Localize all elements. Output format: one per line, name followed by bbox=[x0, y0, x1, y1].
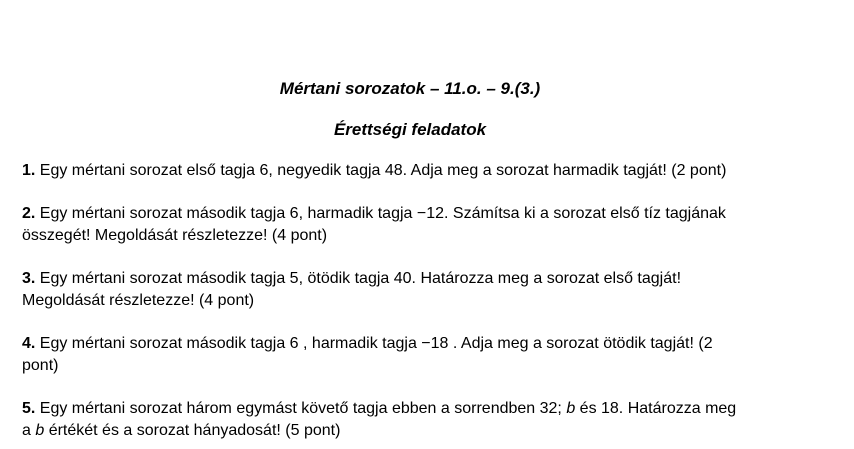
problem-line bbox=[22, 398, 822, 420]
problem-number: 3. bbox=[22, 270, 36, 287]
problem-text: a bbox=[22, 422, 36, 439]
problem-line bbox=[22, 160, 822, 182]
problem-number: 5. bbox=[22, 400, 36, 417]
problem-line bbox=[22, 268, 822, 290]
variable-b: b bbox=[566, 400, 576, 417]
problem-number: 4. bbox=[22, 335, 36, 352]
problem-5 bbox=[22, 398, 822, 442]
problem-text: Egy mértani sorozat első tagja 6, negyedik tagja 48. Adja meg a sorozat harmadik tagját! (2 pont) bbox=[35, 162, 727, 179]
variable-b: b bbox=[35, 422, 45, 439]
problem-line bbox=[22, 420, 822, 442]
problem-text: Egy mértani sorozat három egymást követő tagja ebben a sorrendben 32; bbox=[35, 400, 567, 417]
document-subtitle: Érettségi feladatok bbox=[333, 120, 487, 139]
problem-text: Egy mértani sorozat második tagja 6 , harmadik tagja −18 . Adja meg a sorozat ötödik tagját! (2 bbox=[35, 335, 713, 352]
problem-line bbox=[22, 203, 822, 225]
problem-text: Egy mértani sorozat második tagja 5, ötödik tagja 40. Határozza meg a sorozat első tagját! bbox=[35, 270, 682, 287]
problem-number: 1. bbox=[22, 162, 36, 179]
problem-line bbox=[22, 333, 822, 355]
problem-number: 2. bbox=[22, 205, 36, 222]
problem-text: Egy mértani sorozat második tagja 6, harmadik tagja −12. Számítsa ki a sorozat első tíz tagjának bbox=[35, 205, 726, 222]
problem-line: összegét! Megoldását részletezze! (4 pont) bbox=[22, 227, 328, 244]
document-title: Mértani sorozatok – 11.o. – 9.(3.) bbox=[279, 79, 541, 98]
problem-2 bbox=[22, 203, 822, 247]
problem-line: Megoldását részletezze! (4 pont) bbox=[22, 292, 255, 309]
problem-1 bbox=[22, 160, 822, 182]
problem-4 bbox=[22, 333, 822, 377]
problem-text: értékét és a sorozat hányadosát! (5 pont) bbox=[44, 422, 341, 439]
problem-line: pont) bbox=[22, 357, 59, 374]
problem-3 bbox=[22, 268, 822, 312]
problem-text: és 18. Határozza meg bbox=[575, 400, 737, 417]
